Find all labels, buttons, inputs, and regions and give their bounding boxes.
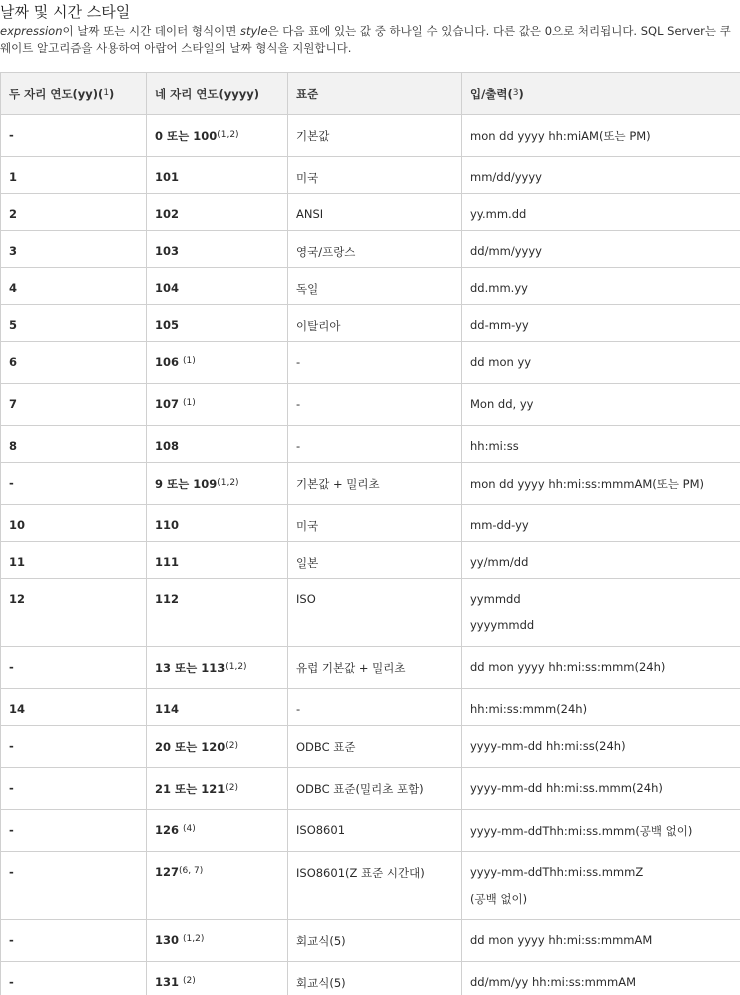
cell-two-digit-year: 5 bbox=[1, 305, 147, 342]
table-row bbox=[1, 384, 740, 426]
cell-four-digit-year: 111 bbox=[147, 542, 288, 579]
cell-two-digit-year: - bbox=[1, 920, 147, 962]
table-row bbox=[1, 268, 740, 305]
cell-input-output: dd mon yy bbox=[462, 342, 740, 384]
cell-two-digit-year: 2 bbox=[1, 194, 147, 231]
cell-two-digit-year: - bbox=[1, 115, 147, 157]
cell-standard: 회교식(5) bbox=[288, 962, 462, 995]
cell-standard: 기본값 bbox=[288, 115, 462, 157]
intro-text-1: 이 날짜 또는 시간 데이터 형식이면 bbox=[62, 24, 240, 38]
cell-four-digit-year: 127$^{(6, 7)}$ bbox=[147, 852, 288, 920]
cell-standard: 유럽 기본값 + 밀리초 bbox=[288, 647, 462, 689]
page-title: 날짜 및 시간 스타일 bbox=[0, 3, 131, 21]
cell-input-output: mon dd yyyy hh:mi:ss:mmmAM(또는 PM) bbox=[462, 463, 740, 505]
cell-input-output: yyyy-mm-ddThh:mi:ss.mmm(공백 없이) bbox=[462, 810, 740, 852]
table-row bbox=[1, 852, 740, 920]
table-row bbox=[1, 542, 740, 579]
cell-standard: - bbox=[288, 689, 462, 726]
cell-two-digit-year: 6 bbox=[1, 342, 147, 384]
cell-four-digit-year: 108 bbox=[147, 426, 288, 463]
cell-input-output: yy.mm.dd bbox=[462, 194, 740, 231]
cell-input-output: dd/mm/yyyy bbox=[462, 231, 740, 268]
cell-input-output: yyyy-mm-ddThh:mi:ss.mmmZ (공백 없이) bbox=[462, 852, 740, 920]
cell-four-digit-year: 13 또는 113$^{(1,2)}$ bbox=[147, 647, 288, 689]
cell-two-digit-year: - bbox=[1, 647, 147, 689]
cell-two-digit-year: 8 bbox=[1, 426, 147, 463]
intro-paragraph bbox=[0, 23, 736, 57]
cell-input-output: hh:mi:ss bbox=[462, 426, 740, 463]
cell-input-output: mm/dd/yyyy bbox=[462, 157, 740, 194]
table-body bbox=[1, 115, 740, 995]
cell-input-output: Mon dd, yy bbox=[462, 384, 740, 426]
table-row bbox=[1, 768, 740, 810]
cell-input-output: dd.mm.yy bbox=[462, 268, 740, 305]
style-term: style bbox=[239, 24, 268, 38]
cell-four-digit-year: 103 bbox=[147, 231, 288, 268]
expression-term: expression bbox=[0, 24, 63, 38]
cell-four-digit-year: 126 $^{(4)}$ bbox=[147, 810, 288, 852]
cell-input-output: hh:mi:ss:mmm(24h) bbox=[462, 689, 740, 726]
cell-standard: 영국/프랑스 bbox=[288, 231, 462, 268]
cell-two-digit-year: 12 bbox=[1, 579, 147, 647]
cell-input-output-line2: (공백 없이) bbox=[470, 892, 528, 906]
cell-four-digit-year: 107 $^{(1)}$ bbox=[147, 384, 288, 426]
header-standard: 표준 bbox=[288, 73, 462, 115]
cell-two-digit-year: 7 bbox=[1, 384, 147, 426]
cell-input-output: dd mon yyyy hh:mi:ss:mmm(24h) bbox=[462, 647, 740, 689]
cell-four-digit-year: 102 bbox=[147, 194, 288, 231]
cell-standard: - bbox=[288, 384, 462, 426]
cell-standard: - bbox=[288, 342, 462, 384]
cell-standard: 회교식(5) bbox=[288, 920, 462, 962]
header-input-output: 입/출력($^3$) bbox=[462, 73, 740, 115]
cell-four-digit-year: 110 bbox=[147, 505, 288, 542]
cell-standard: 기본값 + 밀리초 bbox=[288, 463, 462, 505]
cell-four-digit-year: 130 $^{(1,2)}$ bbox=[147, 920, 288, 962]
cell-two-digit-year: 4 bbox=[1, 268, 147, 305]
table-row bbox=[1, 920, 740, 962]
table-row bbox=[1, 194, 740, 231]
table-row bbox=[1, 342, 740, 384]
cell-input-output: dd/mm/yy hh:mi:ss:mmmAM bbox=[462, 962, 740, 995]
cell-four-digit-year: 104 bbox=[147, 268, 288, 305]
cell-four-digit-year: 21 또는 121$^{(2)}$ bbox=[147, 768, 288, 810]
cell-two-digit-year: - bbox=[1, 810, 147, 852]
cell-standard: ISO8601(Z 표준 시간대) bbox=[288, 852, 462, 920]
table-row bbox=[1, 726, 740, 768]
cell-two-digit-year: 11 bbox=[1, 542, 147, 579]
cell-standard: 일본 bbox=[288, 542, 462, 579]
cell-standard: 미국 bbox=[288, 505, 462, 542]
cell-two-digit-year: - bbox=[1, 726, 147, 768]
cell-input-output-line2: yyyymmdd bbox=[470, 618, 535, 632]
table-row bbox=[1, 810, 740, 852]
cell-standard: ODBC 표준 bbox=[288, 726, 462, 768]
cell-four-digit-year: 131 $^{(2)}$ bbox=[147, 962, 288, 995]
cell-input-output: mm-dd-yy bbox=[462, 505, 740, 542]
table-row bbox=[1, 647, 740, 689]
cell-input-output: yyyy-mm-dd hh:mi:ss(24h) bbox=[462, 726, 740, 768]
table-row bbox=[1, 505, 740, 542]
cell-standard: ISO bbox=[288, 579, 462, 647]
cell-standard: ANSI bbox=[288, 194, 462, 231]
cell-two-digit-year: - bbox=[1, 768, 147, 810]
cell-input-output: yyyy-mm-dd hh:mi:ss.mmm(24h) bbox=[462, 768, 740, 810]
cell-four-digit-year: 112 bbox=[147, 579, 288, 647]
cell-standard: ODBC 표준(밀리초 포함) bbox=[288, 768, 462, 810]
cell-standard: ISO8601 bbox=[288, 810, 462, 852]
cell-input-output: yymmdd yyyymmdd bbox=[462, 579, 740, 647]
cell-standard: - bbox=[288, 426, 462, 463]
date-style-table bbox=[0, 72, 740, 995]
table-row bbox=[1, 115, 740, 157]
cell-standard: 독일 bbox=[288, 268, 462, 305]
cell-four-digit-year: 9 또는 109$^{(1,2)}$ bbox=[147, 463, 288, 505]
cell-standard: 미국 bbox=[288, 157, 462, 194]
cell-input-output: yy/mm/dd bbox=[462, 542, 740, 579]
cell-four-digit-year: 105 bbox=[147, 305, 288, 342]
intro-text-2: 은 다음 표에 있는 값 중 하나일 수 있습니다. 다른 값은 0으로 처리됩니다. SQL Server는 쿠웨이트 알고리즘을 사용하여 아랍어 스타일의 날짜 형식을 지원합니다. bbox=[0, 24, 731, 55]
header-two-digit-year: 두 자리 연도(yy)($^1$) bbox=[1, 73, 147, 115]
cell-standard: 이탈리아 bbox=[288, 305, 462, 342]
cell-four-digit-year: 106 $^{(1)}$ bbox=[147, 342, 288, 384]
cell-two-digit-year: - bbox=[1, 852, 147, 920]
header-four-digit-year: 네 자리 연도(yyyy) bbox=[147, 73, 288, 115]
cell-two-digit-year: - bbox=[1, 463, 147, 505]
cell-two-digit-year: - bbox=[1, 962, 147, 995]
cell-four-digit-year: 101 bbox=[147, 157, 288, 194]
cell-two-digit-year: 14 bbox=[1, 689, 147, 726]
cell-four-digit-year: 20 또는 120$^{(2)}$ bbox=[147, 726, 288, 768]
cell-four-digit-year: 0 또는 100$^{(1,2)}$ bbox=[147, 115, 288, 157]
cell-input-output: dd-mm-yy bbox=[462, 305, 740, 342]
cell-two-digit-year: 10 bbox=[1, 505, 147, 542]
table-row bbox=[1, 962, 740, 995]
cell-two-digit-year: 1 bbox=[1, 157, 147, 194]
cell-input-output: mon dd yyyy hh:miAM(또는 PM) bbox=[462, 115, 740, 157]
table-header-row bbox=[1, 73, 740, 115]
table-row bbox=[1, 305, 740, 342]
cell-four-digit-year: 114 bbox=[147, 689, 288, 726]
table-row bbox=[1, 426, 740, 463]
table-row bbox=[1, 579, 740, 647]
table-row bbox=[1, 157, 740, 194]
table-row bbox=[1, 689, 740, 726]
table-row bbox=[1, 231, 740, 268]
cell-two-digit-year: 3 bbox=[1, 231, 147, 268]
table-row bbox=[1, 463, 740, 505]
cell-input-output: dd mon yyyy hh:mi:ss:mmmAM bbox=[462, 920, 740, 962]
